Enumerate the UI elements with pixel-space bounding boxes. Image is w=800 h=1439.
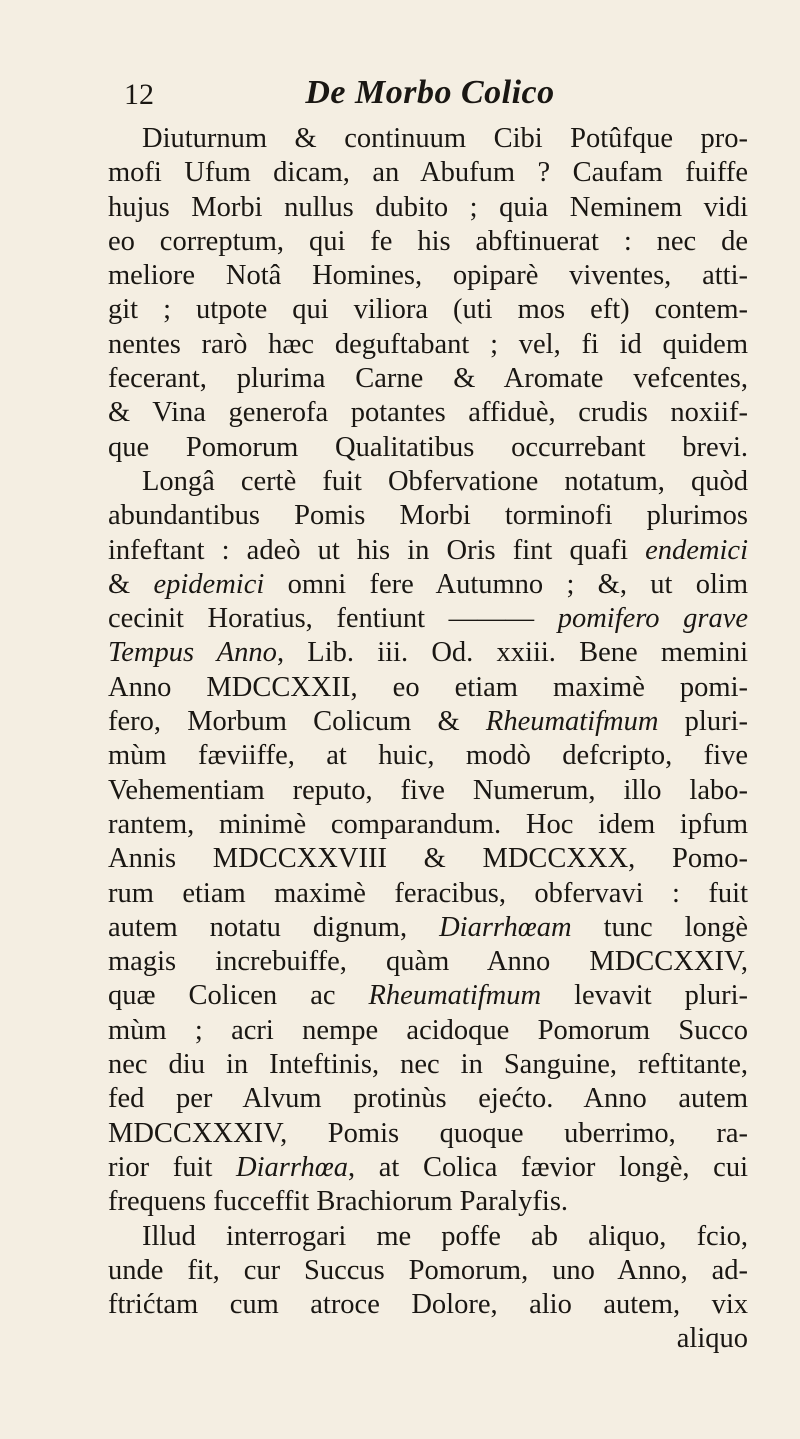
text-line: infeftant : adeò ut his in Oris fint quafi endemici xyxy=(108,534,748,566)
text-line: Annis MDCCXXVIII & MDCCXXX, Pomo- xyxy=(108,843,748,875)
catchword: aliquo xyxy=(676,1323,748,1355)
text-line: Illud interrogari me poffe ab aliquo, fcio, xyxy=(142,1220,748,1252)
page-number: 12 xyxy=(124,78,154,111)
text-line: nec diu in Inteftinis, nec in Sanguine, reftitante, xyxy=(108,1049,748,1081)
text-line: fero, Morbum Colicum & Rheumatifmum pluri- xyxy=(108,706,748,738)
text-line: MDCCXXXIV, Pomis quoque uberrimo, ra- xyxy=(108,1117,748,1149)
text-line: frequens fucceffit Brachiorum Paralyfis. xyxy=(108,1186,569,1218)
text-line: Anno MDCCXXII, eo etiam maximè pomi- xyxy=(108,671,748,703)
text-line: rantem, minimè comparandum. Hoc idem ipfum xyxy=(108,808,748,840)
text-line: git ; utpote qui viliora (uti mos eft) contem- xyxy=(108,294,748,326)
text-line: ftrićtam cum atroce Dolore, alio autem, vix xyxy=(108,1289,748,1321)
text-line: Longâ certè fuit Obfervatione notatum, quòd xyxy=(142,465,748,497)
text-line: que Pomorum Qualitatibus occurrebant brevi. xyxy=(108,431,748,463)
text-line: Diuturnum & continuum Cibi Potûfque pro- xyxy=(142,123,748,154)
page-header xyxy=(124,70,736,126)
text-line: rum etiam maximè feracibus, obfervavi : fuit xyxy=(108,877,748,909)
text-line: eo correptum, qui fe his abftinuerat : nec de xyxy=(108,225,748,257)
text-line: nentes rarò hæc deguftabant ; vel, fi id quidem xyxy=(108,328,748,360)
text-line: & epidemici omni fere Autumno ; &, ut olim xyxy=(108,568,748,600)
text-line: Vehementiam reputo, five Numerum, illo labo- xyxy=(108,774,748,806)
text-line: abundantibus Pomis Morbi torminofi plurimos xyxy=(108,500,748,532)
body-text xyxy=(108,122,748,1357)
text-line: cecinit Horatius, fentiunt ——— pomifero grave xyxy=(108,603,749,635)
text-line: mùm ; acri nempe acidoque Pomorum Succo xyxy=(108,1014,748,1046)
text-line: mofi Ufum dicam, an Abufum ? Caufam fuiffe xyxy=(108,157,748,189)
text-line: Tempus Anno, Lib. iii. Od. xxiii. Bene memini xyxy=(108,637,748,669)
text-line: fecerant, plurima Carne & Aromate vefcentes, xyxy=(108,363,748,395)
text-line: fed per Alvum protinùs ejećto. Anno autem xyxy=(108,1083,748,1115)
text-line: & Vina generofa potantes affiduè, crudis noxiif- xyxy=(108,397,748,429)
text-line: magis increbuiffe, quàm Anno MDCCXXIV, xyxy=(108,946,748,978)
text-line: hujus Morbi nullus dubito ; quia Neminem vidi xyxy=(108,191,748,223)
text-line: quæ Colicen ac Rheumatifmum levavit pluri- xyxy=(108,980,748,1012)
text-line: autem notatu dignum, Diarrhœam tunc longè xyxy=(108,911,748,943)
running-title: De Morbo Colico xyxy=(305,74,555,111)
text-line: rior fuit Diarrhœa, at Colica fævior longè, cui xyxy=(108,1151,748,1183)
text-line: mùm fæviiffe, at huic, modò defcripto, five xyxy=(108,740,748,772)
text-line: meliore Notâ Homines, opiparè viventes, atti- xyxy=(108,260,748,292)
text-line: unde fit, cur Succus Pomorum, uno Anno, ad- xyxy=(108,1254,748,1286)
